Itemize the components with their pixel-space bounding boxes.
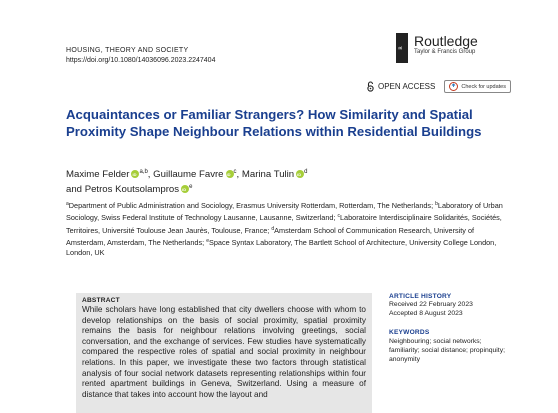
affiliation-text: Department of Public Administration and Sociology, Erasmus University Rotterdam, Rotterdam, The Netherlands; [68,201,436,210]
abstract-section [76,293,372,413]
and-word: and [66,184,83,195]
received-date: Received 22 February 2023 [389,301,473,308]
publisher-branding [394,33,478,63]
author-name[interactable]: Marina Tulin [241,169,295,180]
author-affiliation-mark: e [189,184,193,190]
article-title: Acquaintances or Familiar Strangers? How Similarity and Spatial Proximity Shape Neighbour Relations within Residential Buildings [66,107,482,139]
affiliation-mark: c [337,213,340,220]
orcid-icon[interactable] [181,185,189,193]
journal-name: HOUSING, THEORY AND SOCIETY [66,47,189,54]
abstract-text: While scholars have long established that city dwellers choose with whom to develop relationships on the basis of social proximity, spatial proximity remains the basis for neighbour relations involving greetings, social conversation, and the exchange of services. Few studies have systematically compared the respective roles of spatial and social proximity in neighbour relations. In this paper, we investigate these two factors through statistical analysis of four social network datasets representing relationships within four rented apartment buildings in Geneva, Switzerland. Using a measure of distance that takes into account how the layout and [82,305,366,399]
keywords-heading: KEYWORDS [389,329,430,336]
affiliations [66,199,506,258]
open-access-label: OPEN ACCESS [378,82,436,91]
affiliation-text: Amsterdam School of Communication Research, University of Amsterdam, Amsterdam, The Netherlands; [66,225,475,247]
orcid-icon[interactable] [131,170,139,178]
author-affiliation-mark: c [233,169,237,175]
author-name[interactable]: Petros Koutsolampros [84,184,180,195]
publisher-name: Routledge [414,33,478,49]
article-history-heading: ARTICLE HISTORY [389,293,452,300]
doi-link[interactable]: https://doi.org/10.1080/14036096.2023.2247404 [66,57,216,64]
affiliation-mark: a [66,201,69,207]
accepted-date: Accepted 8 August 2023 [389,309,463,317]
affiliation-text: Space Syntax Laboratory, The Bartlett School of Architecture, University College London, London, UK [66,237,497,258]
affiliation-text: Laboratoire Interdisciplinaire Solidarités, Sociétés, Territoires, Université Toulouse Jean Jaurès, Toulouse, France; [66,213,502,235]
check-updates-icon [449,82,458,91]
access-bar [366,80,511,93]
keywords-text: Neighbouring; social networks; familiarity; social distance; propinquity; anonymity [389,338,505,363]
routledge-logo-icon [394,33,410,63]
abstract-heading: ABSTRACT [82,297,120,304]
author-name[interactable]: Guillaume Favre [153,169,224,180]
orcid-icon[interactable] [296,170,304,178]
open-access-icon [366,81,375,92]
affiliation-mark: e [206,237,209,244]
check-updates-label: Check for updates [461,83,506,90]
affiliation-text: Laboratory of Urban Sociology, Swiss Federal Institute of Technology Lausanne, Lausanne, Switzerland; [66,201,503,223]
journal-header [66,46,215,65]
svg-text:R: R [399,46,404,50]
publisher-subtitle: Taylor & Francis Group [414,49,476,55]
author-name[interactable]: Maxime Felder [66,169,130,180]
article-metadata [389,293,509,364]
check-updates-button[interactable] [444,80,511,93]
orcid-icon[interactable] [226,170,234,178]
author-list: Maxime FelderiD $^{a,b}$, Guillaume FavreiD $^c$, Marina TuliniD $^d$ and Petros KoutsolamprosiD $^e$ [66,166,506,196]
affiliation-mark: d [271,225,275,232]
author-affiliation-mark: d [304,169,308,175]
affiliation-mark: b [435,201,438,207]
author-affiliation-mark: a,b [139,169,148,175]
